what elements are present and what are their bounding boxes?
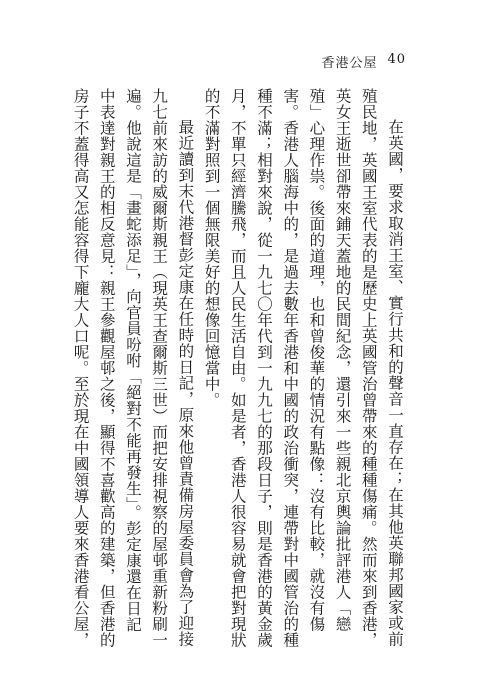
- paragraph-1: 在英國，要求取消王室、實行共和的聲音一直存在；在其他英聯邦國家或前殖民地，英國王室代表的是歷史上英國管治曾帶來的種種傷痛。然而來到香港，英女王逝世卻帶來鋪天蓋地的民間紀念，還引來一些親北京輿論批評港人「戀殖」心理作祟。後面的道理，也和曾俊華的情況有點像：沒有比較，就沒有傷害。香港人腦海中的，是過去數年香港和中國的政治衝突，連帶對中國管治的種種不滿；相對來說，從一九七〇年代到一九九七的那段日子，則是香港的黃金歲月，不單只經濟騰飛，而且人民生活自由。如是者，香港人很容易就會把對現狀的不滿對照到一個無限美好的想像回憶當中。: [202, 88, 404, 648]
- page-header: [321, 52, 406, 71]
- body-text: [67, 88, 408, 648]
- page-number: 40: [387, 52, 406, 67]
- paragraph-2: 最近讀到末代港督彭定康在任時的日記，原來他曾責備房屋委員會為了迎接九七前來訪的威爾斯親王（現英王查爾斯三世）而把安排視察的屋邨重新粉刷一遍。他說這是「畫蛇添足」，向官員吩咐「絕對不能再發生」。彭定康還在日記中表達對親王的相反意見：親王參觀屋邨之後，顯得不喜歡高的建築，但香港的房子不蓋得高又怎能容得下龐大人口呢。至於現在中國領導人要來香港看公屋，: [71, 88, 195, 648]
- book-title: 香港公屋: [321, 56, 378, 71]
